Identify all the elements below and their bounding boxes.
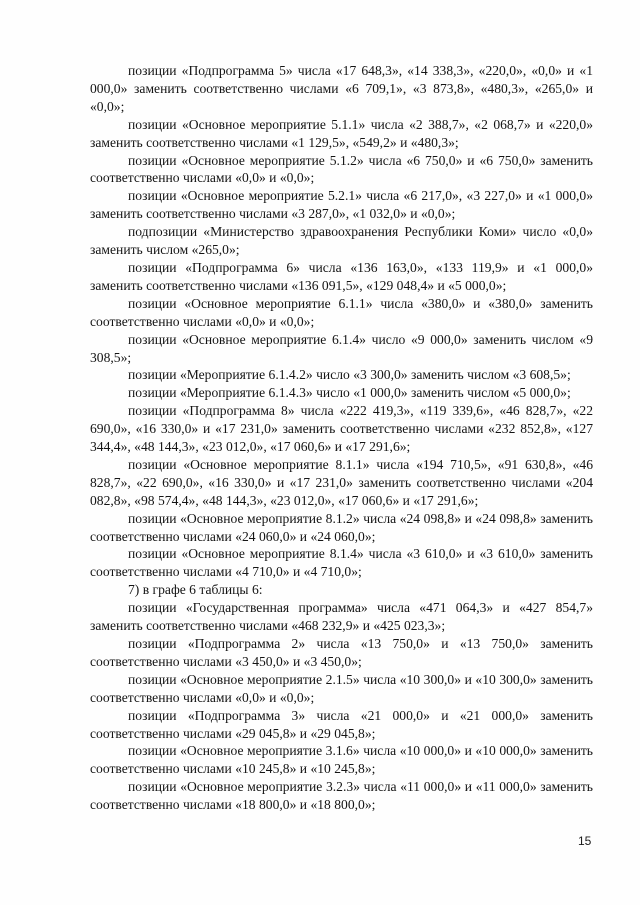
paragraph: позиции «Государственная программа» числа «471 064,3» и «427 854,7» заменить соответственно числами «468 232,9» и «425 023,3»; [90, 600, 593, 634]
paragraph: позиции «Основное мероприятие 8.1.2» числа «24 098,8» и «24 098,8» заменить соответственно числами «24 060,0» и «24 060,0»; [90, 510, 593, 544]
paragraph: позиции «Основное мероприятие 6.1.1» числа «380,0» и «380,0» заменить соответственно числами «0,0» и «0,0»; [90, 295, 593, 329]
paragraph: позиции «Основное мероприятие 3.1.6» числа «10 000,0» и «10 000,0» заменить соответственно числами «10 245,8» и «10 245,8»; [90, 743, 593, 777]
paragraph: позиции «Основное мероприятие 5.1.1» числа «2 388,7», «2 068,7» и «220,0» заменить соответственно числами «1 129,5», «549,2» и «480,3»; [90, 116, 593, 150]
paragraph: позиции «Подпрограмма 3» числа «21 000,0» и «21 000,0» заменить соответственно числами «29 045,8» и «29 045,8»; [90, 707, 593, 741]
paragraph: позиции «Основное мероприятие 3.2.3» числа «11 000,0» и «11 000,0» заменить соответственно числами «18 800,0» и «18 800,0»; [90, 779, 593, 813]
paragraph: подпозиции «Министерство здравоохранения Республики Коми» число «0,0» заменить числом «265,0»; [90, 224, 593, 258]
paragraph: позиции «Подпрограмма 2» числа «13 750,0» и «13 750,0» заменить соответственно числами «3 450,0» и «3 450,0»; [90, 636, 593, 669]
section-item-heading: 7) в графе 6 таблицы 6: [128, 582, 263, 598]
paragraph: позиции «Подпрограмма 5» числа «17 648,3», «14 338,3», «220,0», «0,0» и «1 000,0» заменить соответственно числами «6 709,1», «3 873,8», «480,3», «265,0» и «0,0»; [90, 63, 593, 114]
paragraph: позиции «Основное мероприятие 5.1.2» числа «6 750,0» и «6 750,0» заменить соответственно числами «0,0» и «0,0»; [90, 152, 593, 186]
paragraph: позиции «Основное мероприятие 8.1.1» числа «194 710,5», «91 630,8», «46 828,7», «22 690,0», «16 330,0» и «17 231,0» заменить соответственно числами «204 082,8», «98 574,4», «48 144,3», «23 012,0», «17 060,6» и «17 291,6»; [90, 456, 593, 508]
paragraph: позиции «Мероприятие 6.1.4.3» число «1 000,0» заменить числом «5 000,0»; [128, 385, 571, 401]
document-body [90, 62, 593, 814]
paragraph: позиции «Основное мероприятие 5.2.1» числа «6 217,0», «3 227,0» и «1 000,0» заменить соответственно числами «3 287,0», «1 032,0» и «0,0»; [90, 188, 593, 222]
paragraph: позиции «Основное мероприятие 8.1.4» числа «3 610,0» и «3 610,0» заменить соответственно числами «4 710,0» и «4 710,0»; [90, 546, 593, 580]
paragraph: позиции «Основное мероприятие 6.1.4» число «9 000,0» заменить числом «9 308,5»; [90, 331, 593, 365]
paragraph: позиции «Подпрограмма 8» числа «222 419,3», «119 339,6», «46 828,7», «22 690,0», «16 330,0» и «17 231,0» заменить соответственно числами «232 852,8», «127 344,4», «48 144,3», «23 012,0», «17 060,6» и «17 291,6»; [90, 403, 593, 455]
paragraph: позиции «Мероприятие 6.1.4.2» число «3 300,0» заменить числом «3 608,5»; [128, 367, 571, 383]
paragraph: позиции «Подпрограмма 6» числа «136 163,0», «133 119,9» и «1 000,0» заменить соответственно числами «136 091,5», «129 048,4» и «5 000,0»; [90, 259, 593, 293]
page-number: 15 [578, 834, 592, 848]
paragraph: позиции «Основное мероприятие 2.1.5» числа «10 300,0» и «10 300,0» заменить соответственно числами «0,0» и «0,0»; [90, 671, 593, 705]
